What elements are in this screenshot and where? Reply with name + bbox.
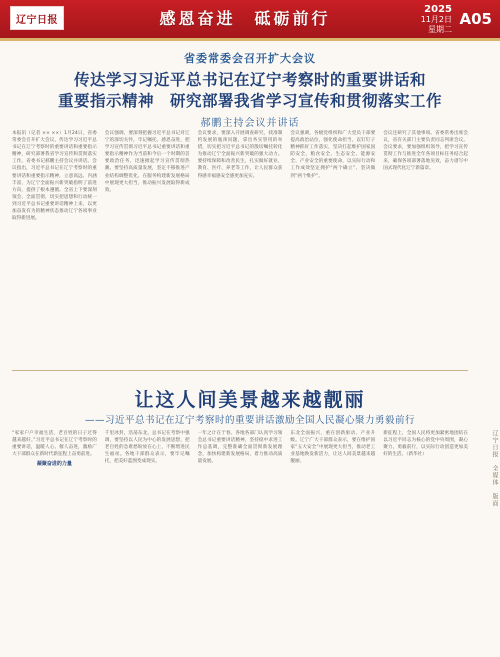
article1-column-1: 本报讯（记者 ×× ××）1月24日，省委常委会召开扩大会议，传达学习习近平总书记在辽宁考察时的重要讲话和重要指示精神，研究部署我省学习宣传和贯彻落实工作。省委书记郝鹏主持会议并讲话。会议指出，习近平总书记在辽宁考察时的重要讲话和重要指示精神，立意高远、内涵丰富，为辽宁全面振兴新突破指明了前进方向、提供了根本遵循。全省上下要深刻领会、全面贯彻，切实把思想和行动统一到习近平总书记重要讲话精神上来，以更加奋发有为的精神状态推动辽宁各项事业取得新进展。 [12,131,97,222]
article2-column-3: 一年之计在于春。各地各部门认真学习领会总书记重要讲话精神，坚持稳中求进工作总基调，完整准确全面贯彻新发展理念，加快构建新发展格局，着力推动高质量发展。 [197,431,283,465]
issue-day: 11月2日 [420,15,452,24]
section-divider [12,370,468,371]
article1-subtitle: 省委常委会召开扩大会议 [184,52,316,65]
article1-title-line2: 重要指示精神 研究部署我省学习宣传和贯彻落实工作 [57,91,442,110]
article2-column-4: 东北全面振兴，重在创新驱动、产业升级。辽宁广大干部群众表示，要在维护国家“五大安全”中展现更大担当，推动老工业基地焕发新活力，让这人间美景越来越靓丽。 [290,431,376,465]
margin-note: 辽宁日报 全媒体 版面 [491,430,498,507]
article2-section-heading: 凝聚奋进的力量 [36,461,72,468]
article2-column-1 [12,430,97,652]
header-rule [0,38,500,41]
newspaper-logo: 辽宁日报 [10,6,64,30]
masthead-banner [0,0,500,38]
article1-column-5: 会议还研究了其他事项。省委常委出席会议，省有关部门主要负责同志列席会议。会议要求，要加强组织领导，把学习宣传贯彻工作与推进全年各项目标任务结合起来，确保各项部署落地见效，奋力谱写中国式现代化辽宁新篇章。 [383,131,468,172]
issue-weekday: 星期二 [428,25,452,34]
article1-title [0,69,500,111]
article2-column-1-text: “家家户户幸福生活，老百姓的日子过得越来越好。”习近平总书记在辽宁考察时的重要讲话，温暖人心、催人奋进，激励广大干部群众在新时代新征程上奋勇前进。 [12,431,97,458]
page-number: A05 [459,10,492,28]
article1-body [12,130,468,362]
article1-column-4: 会议强调，各级党组织和广大党员干部要提高政治站位，强化使命担当，以钉钉子精神抓好工作落实，坚决扛起维护国家国防安全、粮食安全、生态安全、能源安全、产业安全的重要使命，以实际行动和工作成效坚定拥护“两个确立”、坚决做到“两个维护”。 [290,131,376,179]
article1-title-line1: 传达学习习近平总书记在辽宁考察时的重要讲话和 [73,70,426,89]
article1-byline: 郝鹏主持会议并讲话 [200,118,300,129]
article2-body [12,430,468,652]
issue-date [421,5,452,35]
page-section-title: 感恩奋进 砥砺前行 [159,9,331,28]
article2-column-5: 新征程上，全国人民将更加紧密地团结在以习近平同志为核心的党中央周围，凝心聚力、勇毅前行，以实际行动创造更加美好的生活。（新华社） [383,431,468,458]
article2-title: 让这人间美景越来越靓丽 [134,389,366,411]
article1-column-2: 会议强调，要深刻把握习近平总书记对辽宁的深切关怀，牢记嘱托、感恩奋进，把学习宣传贯彻习近平总书记重要讲话和重要指示精神作为当前和今后一个时期的首要政治任务，迅速掀起学习宣传贯彻热潮。要坚持高质量发展，坚定不移推进产业结构调整优化，在服务构建新发展格局中展现更大担当，推动振兴发展取得新成效。 [104,131,190,193]
article1-headline-block [0,50,500,129]
article2-subtitle: ——习近平总书记在辽宁考察时的重要讲话激励全国人民凝心聚力勇毅前行 [84,415,415,426]
article1-column-3: 会议要求，要深入开展调查研究，找准制约发展的瓶颈问题，拿出务实管用的举措，切实把习近平总书记的殷切嘱托转化为推动辽宁全面振兴新突破的强大动力。要持续保障和改善民生，扎实做好就业、教育、医疗、养老等工作，让人民群众获得感幸福感安全感更加充实。 [197,131,283,179]
article2-column-2: 千里冰封，浩荡东北。总书记在考察中强调，要坚持以人民为中心的发展思想，把老百姓的急难愁盼放在心上，不断增进民生福祉。各地干部群众表示，要牢记嘱托，把美好蓝图变成现实。 [104,431,190,465]
issue-year: 2025 [424,4,452,15]
